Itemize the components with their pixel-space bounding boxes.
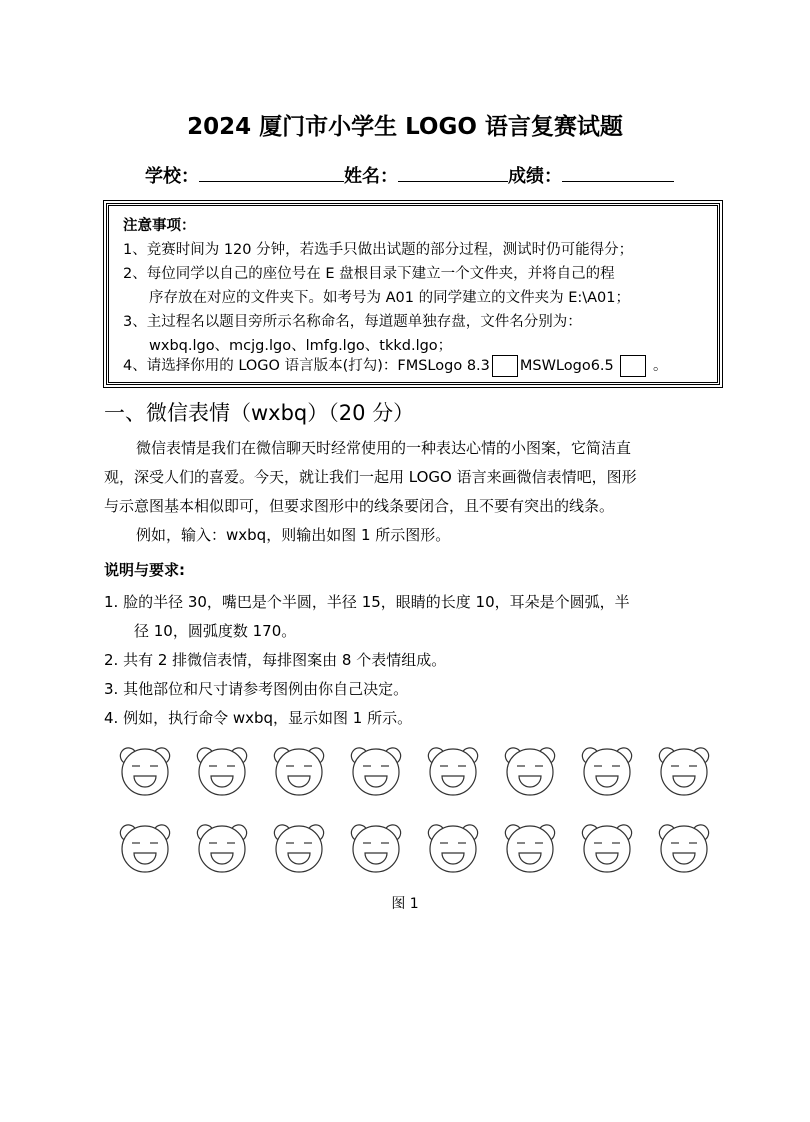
emoticon-face xyxy=(428,825,477,872)
mswlogo-label: MSWLogo6.5 xyxy=(519,358,614,374)
note-item: 序存放在对应的文件夹下。如考号为 A01 的同学建立的文件夹为 E:\A01； xyxy=(149,290,630,306)
emoticon-face xyxy=(582,825,631,872)
requirement-item: 2. 共有 2 排微信表情，每排图案由 8 个表情组成。 xyxy=(104,651,447,669)
requirement-item: 径 10，圆弧度数 170。 xyxy=(134,622,297,640)
school-blank[interactable] xyxy=(199,163,344,182)
mswlogo-checkbox[interactable] xyxy=(620,355,646,377)
face-circle xyxy=(584,826,630,872)
figure-1-emoticons xyxy=(0,740,810,880)
figure-caption: 图 1 xyxy=(391,896,419,912)
face-circle xyxy=(199,826,245,872)
face-circle xyxy=(584,749,630,795)
requirement-item: 3. 其他部位和尺寸请参考图例由你自己决定。 xyxy=(104,680,409,698)
emoticon-face xyxy=(197,825,246,872)
section-heading: 一、微信表情（wxbq）（20 分） xyxy=(104,401,415,425)
student-info xyxy=(145,162,674,188)
score-blank[interactable] xyxy=(562,163,674,182)
requirement-item: 4. 例如，执行命令 wxbq，显示如图 1 所示。 xyxy=(104,709,413,727)
emoticon-face xyxy=(120,748,169,795)
note-item: wxbq.lgo、mcjg.lgo、lmfg.lgo、tkkd.lgo； xyxy=(149,338,453,354)
note-item: 1、竞赛时间为 120 分钟，若选手只做出试题的部分过程，测试时仍可能得分； xyxy=(123,242,634,258)
face-circle xyxy=(661,749,707,795)
notes-box xyxy=(106,203,720,385)
requirement-item: 1. 脸的半径 30，嘴巴是个半圆，半径 15，眼睛的长度 10，耳朵是个圆弧，半 xyxy=(104,593,630,611)
intro-line: 微信表情是我们在微信聊天时经常使用的一种表达心情的小图案，它简洁直 xyxy=(136,439,632,457)
emoticon-face xyxy=(659,748,708,795)
face-circle xyxy=(122,826,168,872)
note-item: 3、主过程名以题目旁所示名称命名，每道题单独存盘，文件名分别为： xyxy=(123,314,582,330)
fmslogo-checkbox[interactable] xyxy=(492,355,518,377)
face-circle xyxy=(276,749,322,795)
face-circle xyxy=(507,826,553,872)
emoticon-face xyxy=(428,748,477,795)
emoticon-face xyxy=(351,748,400,795)
face-circle xyxy=(353,826,399,872)
intro-line: 例如，输入：wxbq，则输出如图 1 所示图形。 xyxy=(136,526,451,544)
emoticon-face xyxy=(274,748,323,795)
intro-line: 与示意图基本相似即可，但要求图形中的线条要闭合，且不要有突出的线条。 xyxy=(104,497,615,515)
score-label: 成绩： xyxy=(508,166,562,187)
emoticon-face xyxy=(505,825,554,872)
notes-heading: 注意事项： xyxy=(123,218,196,234)
face-circle xyxy=(430,826,476,872)
face-circle xyxy=(430,749,476,795)
fmslogo-label: 4、请选择你用的 LOGO 语言版本(打勾)：FMSLogo 8.3 xyxy=(123,358,490,374)
face-circle xyxy=(353,749,399,795)
requirements-heading: 说明与要求: xyxy=(104,561,185,579)
emoticon-face xyxy=(582,748,631,795)
emoticon-face xyxy=(274,825,323,872)
emoticon-face xyxy=(120,825,169,872)
face-circle xyxy=(122,749,168,795)
emoticon-face xyxy=(505,748,554,795)
emoticon-face xyxy=(659,825,708,872)
name-blank[interactable] xyxy=(398,163,508,182)
face-circle xyxy=(661,826,707,872)
note-item: 2、每位同学以自己的座位号在 E 盘根目录下建立一个文件夹，并将自己的程 xyxy=(123,266,615,282)
note-item-4 xyxy=(123,354,667,377)
emoticon-face xyxy=(197,748,246,795)
intro-line: 观，深受人们的喜爱。今天，就让我们一起用 LOGO 语言来画微信表情吧，图形 xyxy=(104,468,637,486)
emoticon-face xyxy=(351,825,400,872)
page-title: 2024 厦门市小学生 LOGO 语言复赛试题 xyxy=(187,114,623,140)
face-circle xyxy=(507,749,553,795)
face-circle xyxy=(199,749,245,795)
period: 。 xyxy=(652,358,668,374)
face-circle xyxy=(276,826,322,872)
name-label: 姓名： xyxy=(344,166,398,187)
school-label: 学校： xyxy=(145,166,199,187)
